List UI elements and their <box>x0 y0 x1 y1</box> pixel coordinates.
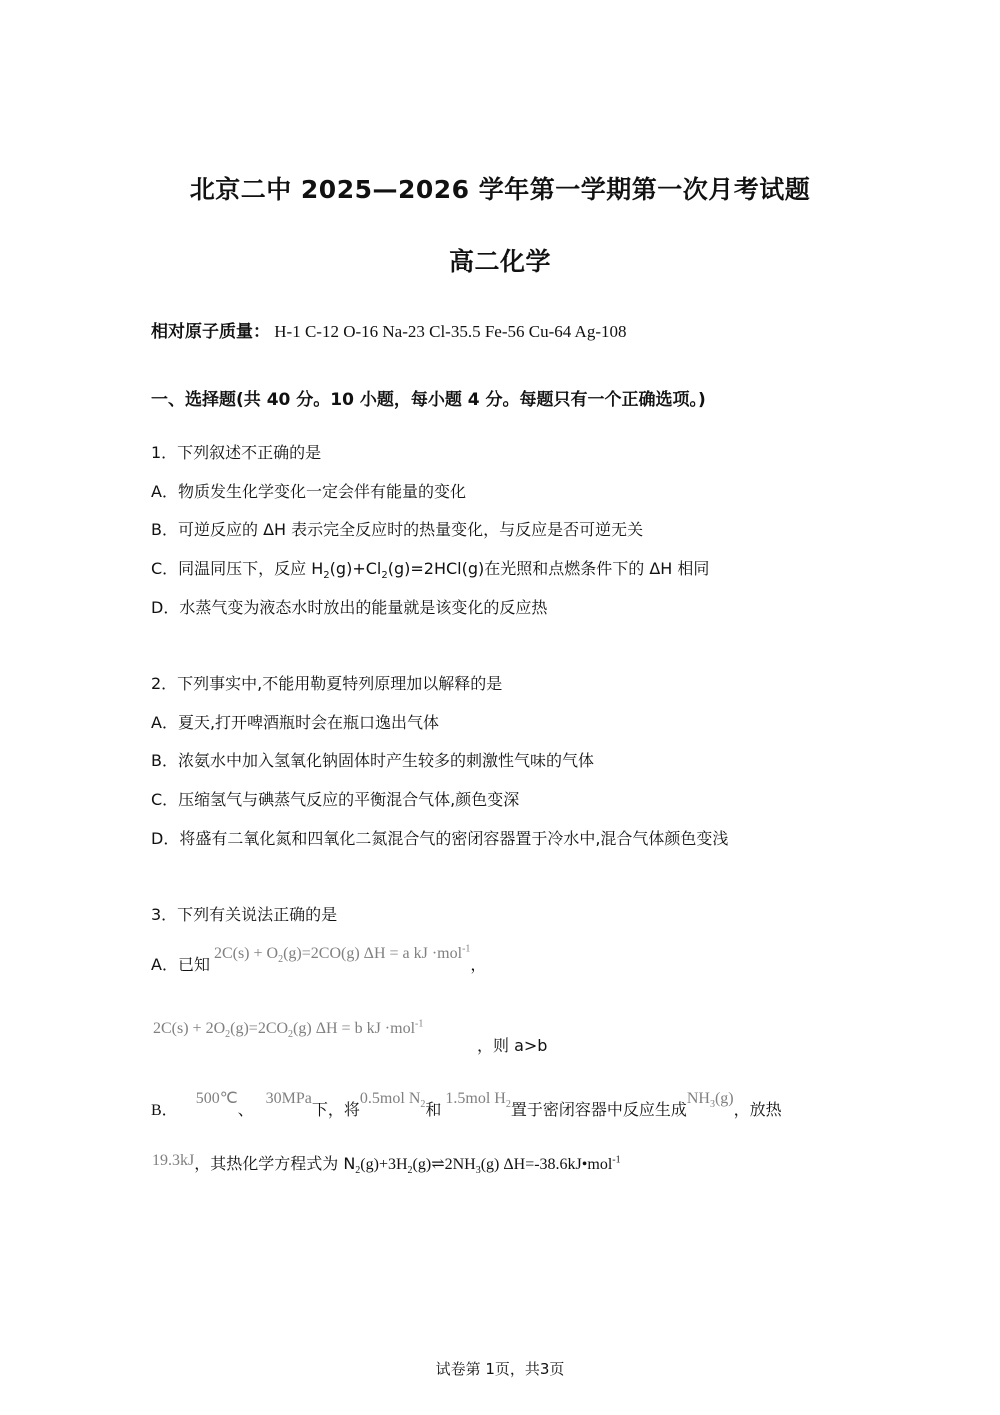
q3-a-prefix: A．已知 <box>151 955 210 974</box>
q1-c-text-3: (g)=2HCl(g)在光照和点燃条件下的 ΔH 相同 <box>387 559 710 578</box>
atomic-mass-values: H-1 C-12 O-16 Na-23 Cl-35.5 Fe-56 Cu-64 Ag-108 <box>274 322 627 341</box>
q2-option-c: C．压缩氢气与碘蒸气反应的平衡混合气体,颜色变深 <box>151 790 520 809</box>
q3-option-b-line1: B． 500℃、 30MPa下，将0.5mol $N_2$和1.5mol $H_2$置于密闭容器中反应生成$NH_3(g)$，放热 <box>151 1090 782 1119</box>
q3-b-n2: 0.5mol $N_2$ <box>359 1090 426 1111</box>
q3-b-h2: 1.5mol $H_2$ <box>445 1090 511 1111</box>
q3-a-comma: ， <box>470 955 487 974</box>
q1-stem: 1．下列叙述不正确的是 <box>151 443 322 462</box>
q2-option-d: D．将盛有二氧化氮和四氧化二氮混合气的密闭容器置于冷水中,混合气体颜色变浅 <box>151 829 729 848</box>
q3-option-a-line1 <box>151 943 487 977</box>
q1-c-sub-2: 2 <box>381 570 388 582</box>
q3-a-conclusion: ，则 a>b <box>477 1036 548 1055</box>
q1-option-b: B．可逆反应的 ΔH 表示完全反应时的热量变化，与反应是否可逆无关 <box>151 520 644 539</box>
q1-option-d: D．水蒸气变为液态水时放出的能量就是该变化的反应热 <box>151 598 548 617</box>
q1-option-c <box>151 556 709 581</box>
q2-option-b: B．浓氨水中加入氢氧化钠固体时产生较多的刺激性气味的气体 <box>151 751 594 770</box>
q2-stem: 2．下列事实中,不能用勒夏特列原理加以解释的是 <box>151 674 503 693</box>
q3-stem: 3．下列有关说法正确的是 <box>151 905 338 924</box>
q3-option-b-line2: 19.3kJ，其热化学方程式为 $N_2(g)+3H_2(g)\rightleftharpoons 2NH_3(g)$ ΔH=-38.6kJ•mol$^{-1}$ <box>152 1152 621 1177</box>
q3-option-a-line2 <box>153 1019 423 1041</box>
q1-c-text-2: (g)+Cl <box>329 559 382 578</box>
q3-b-temp: 500℃ <box>195 1090 238 1107</box>
exam-subtitle: 高二化学 <box>448 247 551 276</box>
exam-title: 北京二中 2025—2026 学年第一学期第一次月考试题 <box>189 175 811 204</box>
atomic-mass-line <box>151 317 627 342</box>
q3-b-nh3: $NH_3(g)$ <box>686 1090 734 1111</box>
q1-c-text-1: C．同温同压下，反应 H <box>151 559 324 578</box>
q3-a-equation-2: $2C(s) + 2O_2(g)=2CO_2(g) \Delta H = b$ kJ ·mol$^{-1}$ <box>153 1019 424 1041</box>
q3-a-equation-1: $2C(s) + O_2(g)=2CO(g) \Delta H = a$ kJ ·mol$^{-1}$ <box>213 943 471 966</box>
q3-b-heat: 19.3kJ <box>152 1152 195 1169</box>
section-heading: 一、选择题(共 40 分。10 小题，每小题 4 分。每题只有一个正确选项。) <box>151 390 706 410</box>
q2-option-a: A．夏天,打开啤酒瓶时会在瓶口逸出气体 <box>151 713 440 732</box>
atomic-mass-label: 相对原子质量： <box>151 322 270 342</box>
q1-c-sub: 2 <box>323 570 330 582</box>
q1-option-a: A．物质发生化学变化一定会伴有能量的变化 <box>151 482 466 501</box>
q3-b-prefix: B． <box>151 1102 178 1119</box>
page-footer: 试卷第 1页，共3页 <box>435 1360 565 1378</box>
q3-b-pressure: 30MPa <box>265 1090 312 1107</box>
